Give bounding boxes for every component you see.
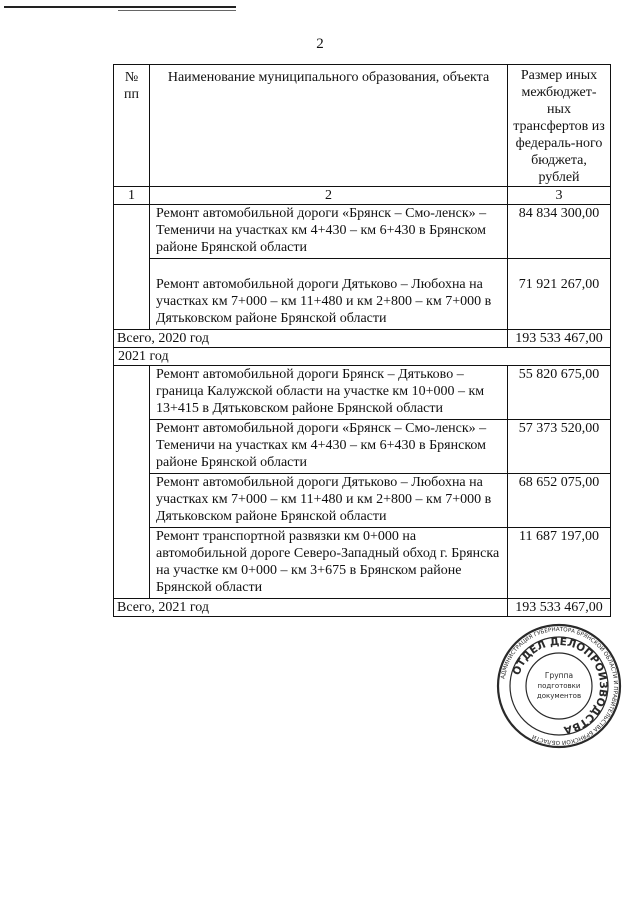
object-name: Ремонт автомобильной дороги Брянск – Дятьково – граница Калужской области на участке км 10+000 – км 13+415 в Дятьковском районе Брянской области [150, 366, 508, 420]
stamp-center-line-1: Группа [544, 671, 574, 680]
year-row [114, 348, 611, 366]
total-row-2021 [114, 599, 611, 617]
amount-cell: 11 687 197,00 [508, 528, 611, 599]
stamp-center-line-2: подготовки [537, 682, 581, 690]
total-amount: 193 533 467,00 [508, 599, 611, 617]
header-amount: Размер иных межбюджет-ных трансфертов из федераль-ного бюджета, рублей [508, 65, 611, 187]
object-name: Ремонт транспортной развязки км 0+000 на автомобильной дороге Северо-Западный обход г. Брянска на участке км 0+000 – км 3+675 в Брянском районе Брянской области [150, 528, 508, 599]
table-row [114, 528, 611, 599]
amount-cell: 71 921 267,00 [508, 259, 611, 330]
num-cell [114, 366, 150, 599]
official-stamp [496, 623, 622, 749]
object-name: Ремонт автомобильной дороги «Брянск – Смо-ленск» – Теменичи на участках км 4+430 – км 6+430 в Брянском районе Брянской области [150, 420, 508, 474]
page-number: 2 [316, 36, 324, 52]
table-row [114, 205, 611, 259]
total-label: Всего, 2020 год [114, 330, 508, 348]
table-row [114, 420, 611, 474]
total-label: Всего, 2021 год [114, 599, 508, 617]
header-name: Наименование муниципального образования, объекта [150, 65, 508, 187]
object-name: Ремонт автомобильной дороги «Брянск – Смо-ленск» – Теменичи на участках км 4+430 – км 6+430 в Брянском районе Брянской области [150, 205, 508, 259]
header-num: № пп [114, 65, 150, 187]
object-name: Ремонт автомобильной дороги Дятьково – Любохна на участках км 7+000 – км 11+480 и км 2+800 – км 7+000 в Дятьковском районе Брянской области [150, 259, 508, 330]
index-2: 2 [150, 187, 508, 205]
amount-cell: 68 652 075,00 [508, 474, 611, 528]
stamp-outer-text: АДМИНИСТРАЦИЯ ГУБЕРНАТОРА БРЯНСКОЙ ОБЛАСТИ И ПРАВИТЕЛЬСТВА БРЯНСКОЙ ОБЛАСТИ [500, 626, 619, 746]
top-rule-thin [118, 10, 236, 11]
table-header-row [114, 65, 611, 187]
stamp-ring-text: ОТДЕЛ ДЕЛОПРОИЗВОДСТВА [510, 635, 610, 736]
table-row [114, 366, 611, 420]
index-1: 1 [114, 187, 150, 205]
transfers-table [113, 64, 611, 617]
top-rule [4, 6, 236, 8]
total-amount: 193 533 467,00 [508, 330, 611, 348]
table-row [114, 474, 611, 528]
amount-cell: 55 820 675,00 [508, 366, 611, 420]
year-label: 2021 год [114, 348, 611, 366]
amount-cell: 57 373 520,00 [508, 420, 611, 474]
stamp-center-line-3: документов [536, 692, 582, 700]
total-row-2020 [114, 330, 611, 348]
table-row [114, 259, 611, 330]
column-index-row [114, 187, 611, 205]
amount-cell: 84 834 300,00 [508, 205, 611, 259]
index-3: 3 [508, 187, 611, 205]
num-cell [114, 205, 150, 330]
object-name: Ремонт автомобильной дороги Дятьково – Любохна на участках км 7+000 – км 11+480 и км 2+800 – км 7+000 в Дятьковском районе Брянской области [150, 474, 508, 528]
